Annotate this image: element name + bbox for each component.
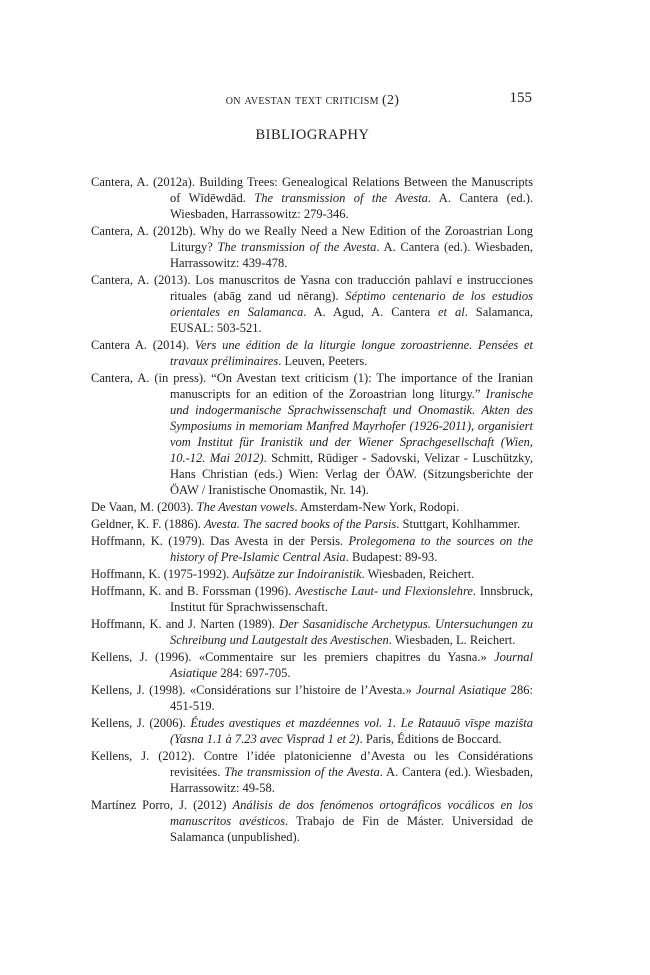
entry-italic-text: Séptimo centenario de los estudios orientales en Salamanca [170,289,533,319]
entry-italic-text: The transmission of the Avesta [224,765,380,779]
bibliography-entry [91,337,533,369]
entry-text: Hoffmann, K. (1975-1992). [91,567,233,581]
bibliography-entry [91,370,533,498]
entry-italic-text: Journal Asiatique [416,683,507,697]
entry-text: . Salamanca, EUSAL: 503-521. [170,305,534,335]
running-title-number: (2) [382,93,400,108]
entry-italic-text: Iranische und indogermanische Sprachwissenschaft und Onomastik. Akten des Symposiums in memoriam Manfred Mayrhofer (1926-2011), organisiert vom Institut für Iranistik und der Wiener Sprachgesellschaft (Wien, 10.-12. Mai 2012) [170,387,533,465]
entry-text: Hoffmann, K. and J. Narten (1989). [91,617,280,631]
entry-text: . A. Cantera (ed.). Wiesbaden, Harrassowitz: 279-346. [170,191,533,221]
entry-text: Cantera, A. (in press). “On Avestan text criticism (1): The importance of the Iranian manuscripts for an edition of the Zoroastrian long liturgy.” [91,371,533,401]
entry-text: . Paris, Éditions de Boccard. [359,732,502,746]
entry-text: . A. Cantera (ed.). Wiesbaden, Harrassowitz: 49-58. [170,765,533,795]
entry-text: . Innsbruck, Institut für Sprachwissenschaft. [170,584,534,614]
entry-italic-text: Avesta. The sacred books of the Parsis [204,517,397,531]
running-title [90,93,535,109]
entry-italic-text: Journal Asiatique [170,650,533,680]
bibliography-entry [91,272,533,336]
entry-italic-text: Prolegomena to the sources on the history of Pre-Islamic Central Asia [170,534,534,564]
entry-text: . Stuttgart, Kohlhammer. [396,517,521,531]
entry-text: De Vaan, M. (2003). [91,500,197,514]
entry-text: Kellens, J. (2006). [91,716,191,730]
entry-text: 286: 451-519. [170,683,533,713]
entry-text: Cantera A. (2014). [91,338,195,352]
bibliography-entry [91,174,533,222]
bibliography-heading: BIBLIOGRAPHY [255,127,370,143]
entry-text: Cantera, A. (2013). Los manuscritos de Yasna con traducción pahlaví e instrucciones rituales (abāg zand ud nērang). [91,273,533,303]
entry-italic-text: The transmission of the Avesta [254,191,428,205]
entry-text: Kellens, J. (1996). «Commentaire sur les premiers chapitres du Yasna.» [91,650,495,664]
entry-italic-text: Aufsätze zur Indoiranistik [232,567,362,581]
running-head [90,90,535,110]
entry-italic-text: The Avestan vowels [196,500,295,514]
entry-italic-text: et al [438,305,465,319]
entry-italic-text: Análisis de dos fenómenos ortográficos vocálicos en los manuscritos avésticos [170,798,533,828]
entry-text: . Amsterdam-New York, Rodopi. [294,500,460,514]
bibliography-entry [91,715,533,747]
entry-text: . A. Cantera (ed.). Wiesbaden, Harrassowitz: 439-478. [170,240,533,270]
bibliography-entry [91,748,533,796]
page-number: 155 [509,90,532,106]
entry-text: Cantera, A. (2012a). Building Trees: Genealogical Relations Between the Manuscripts of Wīdēwdād. [91,175,533,205]
entry-text: Hoffmann, K. and B. Forssman (1996). [91,584,296,598]
entry-text: Geldner, K. F. (1886). [91,517,205,531]
entry-text: Martínez Porro, J. (2012) [91,798,233,812]
bibliography-entry [91,533,533,565]
bibliography-entry [91,583,533,615]
entry-text: . Schmitt, Rüdiger - Sadovski, Velizar - Luschützky, Hans Christian (eds.) Wien: Verlag der ÖAW. (Sitzungsberichte der ÖAW / Iranistische Onomastik, Nr. 14). [170,451,533,497]
bibliography-entry [91,616,533,648]
entry-text: Hoffmann, K. (1979). Das Avesta in der Persis. [91,534,349,548]
entry-italic-text: Vers une édition de la liturgie longue zoroastrienne. Pensées et travaux préliminaires [170,338,533,368]
entry-text: . Wiesbaden, L. Reichert. [388,633,516,647]
bibliography-entry [91,499,533,515]
entry-text: 284: 697-705. [217,666,291,680]
bibliography-entry [91,797,533,845]
running-title-text: on avestan text criticism [225,93,379,108]
entry-text: . Trabajo de Fin de Máster. Universidad de Salamanca (unpublished). [170,814,534,844]
entry-text: . Budapest: 89-93. [345,550,438,564]
bibliography-entry [91,682,533,714]
bibliography-entry [91,223,533,271]
entry-text: Cantera, A. (2012b). Why do we Really Need a New Edition of the Zoroastrian Long Liturgy? [91,224,533,254]
bibliography-list [91,174,533,846]
entry-italic-text: The transmission of the Avesta [217,240,377,254]
entry-text: . Wiesbaden, Reichert. [361,567,475,581]
entry-italic-text: Études avestiques et mazdéennes vol. 1. Le Ratauuō vīspe mazišta (Yasna 1.1 à 7.23 avec Visprad 1 et 2) [170,716,534,746]
entry-italic-text: Der Sasanidische Archetypus. Untersuchungen zu Schreibung und Lautgestalt des Avestischen [170,617,533,647]
entry-text: . Leuven, Peeters. [278,354,368,368]
entry-text: . A. Agud, A. Cantera [303,305,438,319]
bibliography-entry [91,649,533,681]
entry-italic-text: Avestische Laut- und Flexionslehre [295,584,473,598]
entry-text: Kellens, J. (2012). Contre l’idée platonicienne d’Avesta ou les Considérations revisitées. [91,749,533,779]
entry-text: Kellens, J. (1998). «Considérations sur l’histoire de l’Avesta.» [91,683,417,697]
bibliography-entry [91,566,533,582]
bibliography-entry [91,516,533,532]
